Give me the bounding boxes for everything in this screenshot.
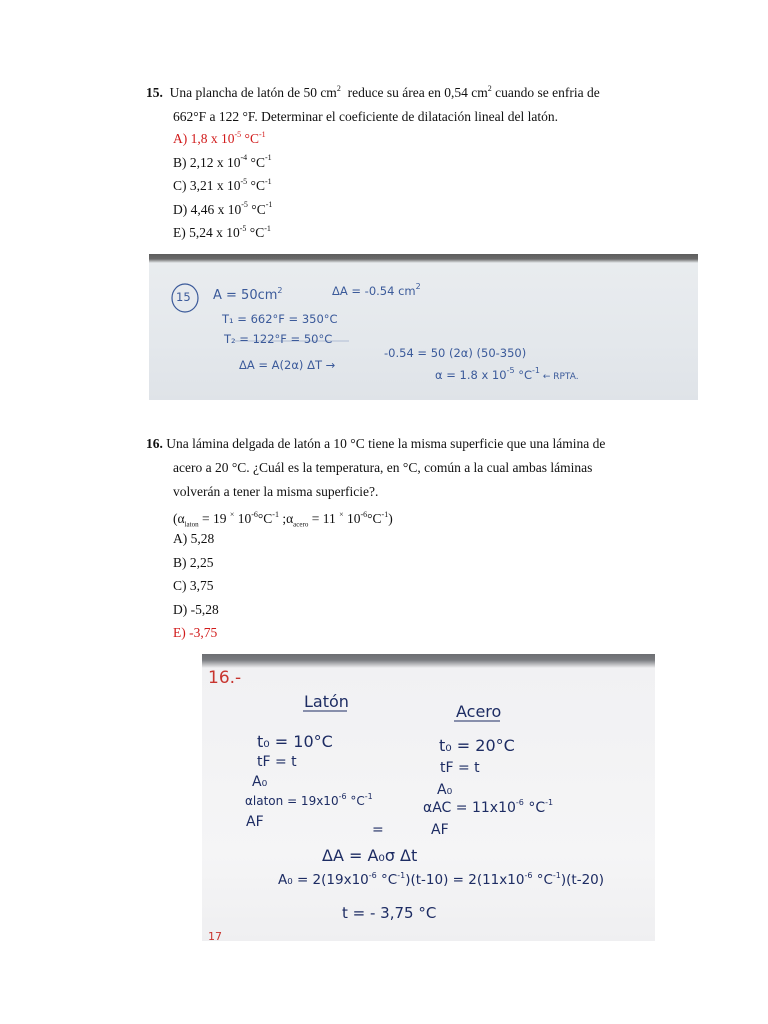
question-15-text: 15. Una plancha de latón de 50 $cm^2$ reduce su área en 0,54 $cm^2$ cuando se enfria de 662°F a 122 °F. Determinar el coeficiente de dilatación lineal del latón. bbox=[146, 81, 654, 129]
hw-line: A₀ bbox=[437, 782, 453, 798]
answer-option: B) 2,25 bbox=[173, 554, 214, 570]
hw-line: t₀ = 10°C bbox=[257, 732, 333, 751]
hw-line: ΔA = A(2α) ΔT → bbox=[239, 358, 336, 372]
answer-option: E) -3,75 bbox=[173, 625, 218, 640]
hw-line: αlaton = $19x10^{-6}$ $^\circ C^{-1}$ bbox=[245, 792, 373, 808]
hw-result: t = - 3,75 °C bbox=[342, 904, 437, 922]
hw-line: A₀ bbox=[252, 774, 268, 790]
question-number: 15. bbox=[146, 85, 163, 100]
question-text-line: volverán a tener la misma superficie?. bbox=[173, 484, 379, 499]
hw-line: $A = 50cm^2$ bbox=[213, 285, 283, 303]
answer-option: A) 1,8 x $10^{-5}$ $^\circ C^{-1}$ bbox=[173, 129, 266, 146]
answer-option: D) 4,46 x $10^{-5}$ $^\circ C^{-1}$ bbox=[173, 200, 273, 217]
hw-line: AF bbox=[431, 822, 449, 838]
question-16-text: 16. Una lámina delgada de latón a 10 °C tiene la misma superficie que una lámina de acero a 20 °C. ¿Cuál es la temperatura, en °C, común a la cual ambas láminas volverán a tener la misma superficie?. bbox=[146, 432, 654, 504]
hw-equation: $A_0 = 2(19x10^{-6}$ $^\circ C^{-1})(t-10) = 2(11x10^{-6}$ $^\circ C^{-1})(t-20)$ bbox=[278, 870, 605, 888]
hw-col-title: Latón bbox=[304, 692, 349, 711]
hw-circle-15: 15 bbox=[176, 290, 191, 304]
question-text-line: 662°F a 122 °F. Determinar el coeficiente de dilatación lineal del latón. bbox=[173, 109, 558, 124]
hw-line: T₂ = 122°F = 50°C bbox=[224, 332, 333, 346]
hw-line: tF = t bbox=[257, 754, 297, 770]
hw-line: $\alpha AC = 11x10^{-6}$ $^\circ C^{-1}$ bbox=[423, 798, 554, 816]
hw-line: t₀ = 20°C bbox=[439, 736, 515, 755]
answer-option: D) -5,28 bbox=[173, 601, 219, 617]
hw-line: AF bbox=[246, 814, 264, 830]
given-coefficients: ($\alpha_{laton} = 19$ × $10^{-6}^\circ C^{-1}$ $;\alpha_{acero} = 11$ × $10^{-6}^\circ C^{-1}$) bbox=[173, 509, 393, 529]
hw-equation: ΔA = A₀σ Δt bbox=[322, 846, 418, 865]
hw-line: ΔA = -0.54 $cm^2$ bbox=[332, 282, 421, 298]
handwritten-solution-photo-15 bbox=[149, 254, 698, 400]
answer-option: E) 5,24 x $10^{-5}$ $^\circ C^{-1}$ bbox=[173, 223, 271, 240]
hw-line: -0.54 = 50 (2α) (50-350) bbox=[384, 346, 527, 360]
answer-option: B) 2,12 x $10^{-4}$ $^\circ C^{-1}$ bbox=[173, 153, 272, 170]
answer-option: A) 5,28 bbox=[173, 531, 215, 546]
handwritten-solution-photo-16 bbox=[202, 654, 655, 941]
hw-line: T₁ = 662°F = 350°C bbox=[222, 312, 338, 326]
hw-line: α = 1.8 x $10^{-5}$ $^\circ C^{-1}$ ← RPTA. bbox=[435, 366, 579, 382]
hw-equals: = bbox=[372, 822, 384, 838]
hw-next-mark: 17 bbox=[208, 930, 222, 941]
answer-option: C) 3,75 bbox=[173, 578, 214, 593]
answer-option: C) 3,21 x $10^{-5}$ $^\circ C^{-1}$ bbox=[173, 176, 272, 193]
hw-header: 16.- bbox=[208, 668, 242, 688]
hw-line: tF = t bbox=[440, 760, 480, 776]
hw-col-title: Acero bbox=[456, 702, 502, 721]
pencil-marks bbox=[149, 254, 698, 400]
question-number: 16. bbox=[146, 436, 163, 451]
question-text-line: acero a 20 °C. ¿Cuál es la temperatura, en °C, común a la cual ambas láminas bbox=[173, 460, 593, 475]
